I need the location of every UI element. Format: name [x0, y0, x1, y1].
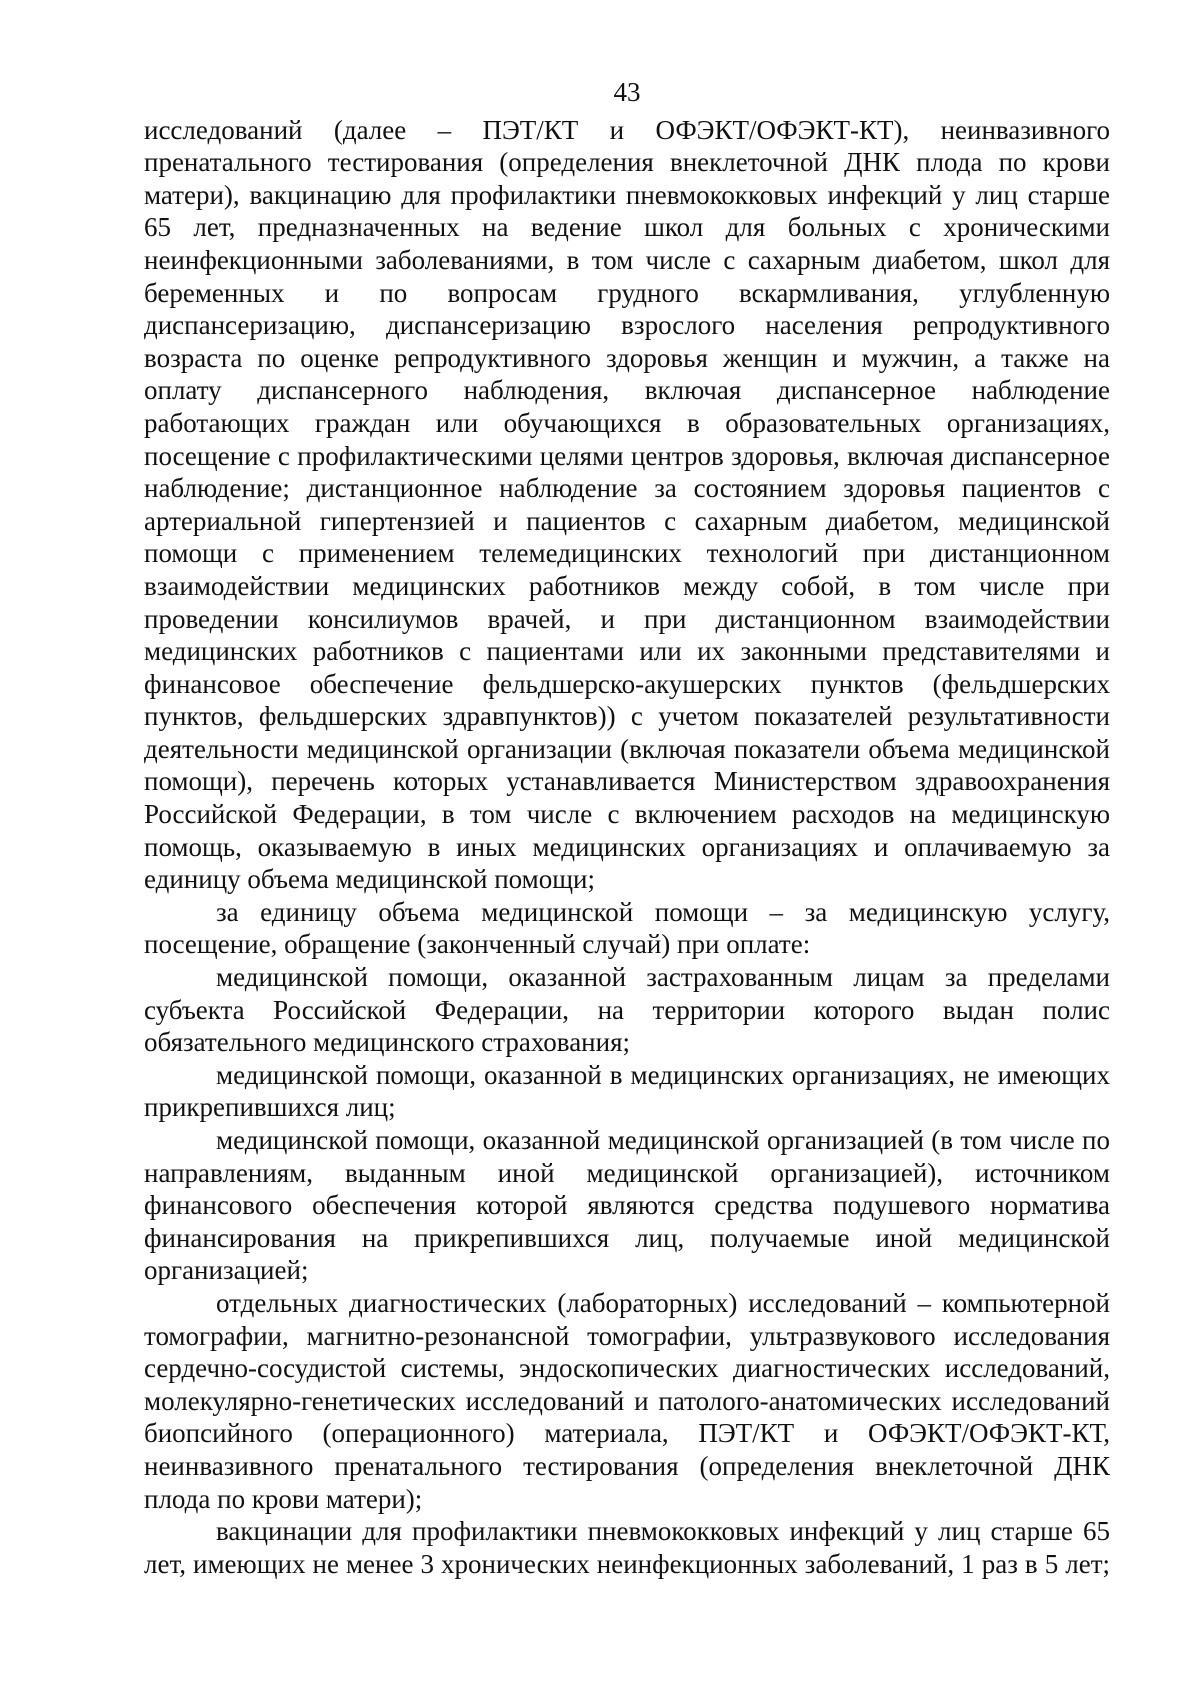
paragraph: медицинской помощи, оказанной медицинской организацией (в том числе по направлениям, выданным иной медицинской организацией), источником финансового обеспечения которой являются средства подушевого норматива финансирования на прикрепившихся лиц, получаемые иной медицинской организацией; — [144, 1125, 1110, 1286]
paragraph: за единицу объема медицинской помощи – за медицинскую услугу, посещение, обращение (законченный случай) при оплате: — [144, 896, 1110, 960]
paragraph: исследований (далее – ПЭТ/КТ и ОФЭКТ/ОФЭКТ-КТ), неинвазивного пренатального тестирования (определения внеклеточной ДНК плода по крови матери), вакцинацию для профилактики пневмококковых инфекций у лиц старше 65 лет, предназначенных на ведение школ для больных с хроническими неинфекционными заболеваниями, в том числе с сахарным диабетом, школ для беременных и по вопросам грудного вскармливания, углубленную диспансеризацию, диспансеризацию взрослого населения репродуктивного возраста по оценке репродуктивного здоровья женщин и мужчин, а также на оплату диспансерного наблюдения, включая диспансерное наблюдение работающих граждан или обучающихся в образовательных организациях, посещение с профилактическими целями центров здоровья, включая диспансерное наблюдение; дистанционное наблюдение за состоянием здоровья пациентов с артериальной гипертензией и пациентов с сахарным диабетом, медицинской помощи с применением телемедицинских технологий при дистанционном взаимодействии медицинских работников между собой, в том числе при проведении консилиумов врачей, и при дистанционном взаимодействии медицинских работников с пациентами или их законными представителями и финансовое обеспечение фельдшерско-акушерских пунктов (фельдшерских пунктов, фельдшерских здравпунктов)) с учетом показателей результативности деятельности медицинской организации (включая показатели объема медицинской помощи), перечень которых устанавливается Министерством здравоохранения Российской Федерации, в том числе с включением расходов на медицинскую помощь, оказываемую в иных медицинских организациях и оплачиваемую за единицу объема медицинской помощи; — [144, 114, 1110, 895]
paragraph: медицинской помощи, оказанной застрахованным лицам за пределами субъекта Российской Федерации, на территории которого выдан полис обязательного медицинского страхования; — [144, 962, 1110, 1058]
paragraph: вакцинации для профилактики пневмококковых инфекций у лиц старше 65 лет, имеющих не менее 3 хронических неинфекционных заболеваний, 1 раз в 5 лет; — [144, 1516, 1110, 1579]
page-number: 43 — [613, 77, 641, 107]
paragraph: отдельных диагностических (лабораторных) исследований – компьютерной томографии, магнитно-резонансной томографии, ультразвукового исследования сердечно-сосудистой системы, эндоскопических диагностических исследований, молекулярно-генетических исследований и патолого-анатомических исследований биопсийного (операционного) материала, ПЭТ/КТ и ОФЭКТ/ОФЭКТ-КТ, неинвазивного пренатального тестирования (определения внеклеточной ДНК плода по крови матери); — [144, 1287, 1110, 1514]
document-body — [144, 114, 1110, 1581]
paragraph: медицинской помощи, оказанной в медицинских организациях, не имеющих прикрепившихся лиц; — [144, 1059, 1110, 1123]
